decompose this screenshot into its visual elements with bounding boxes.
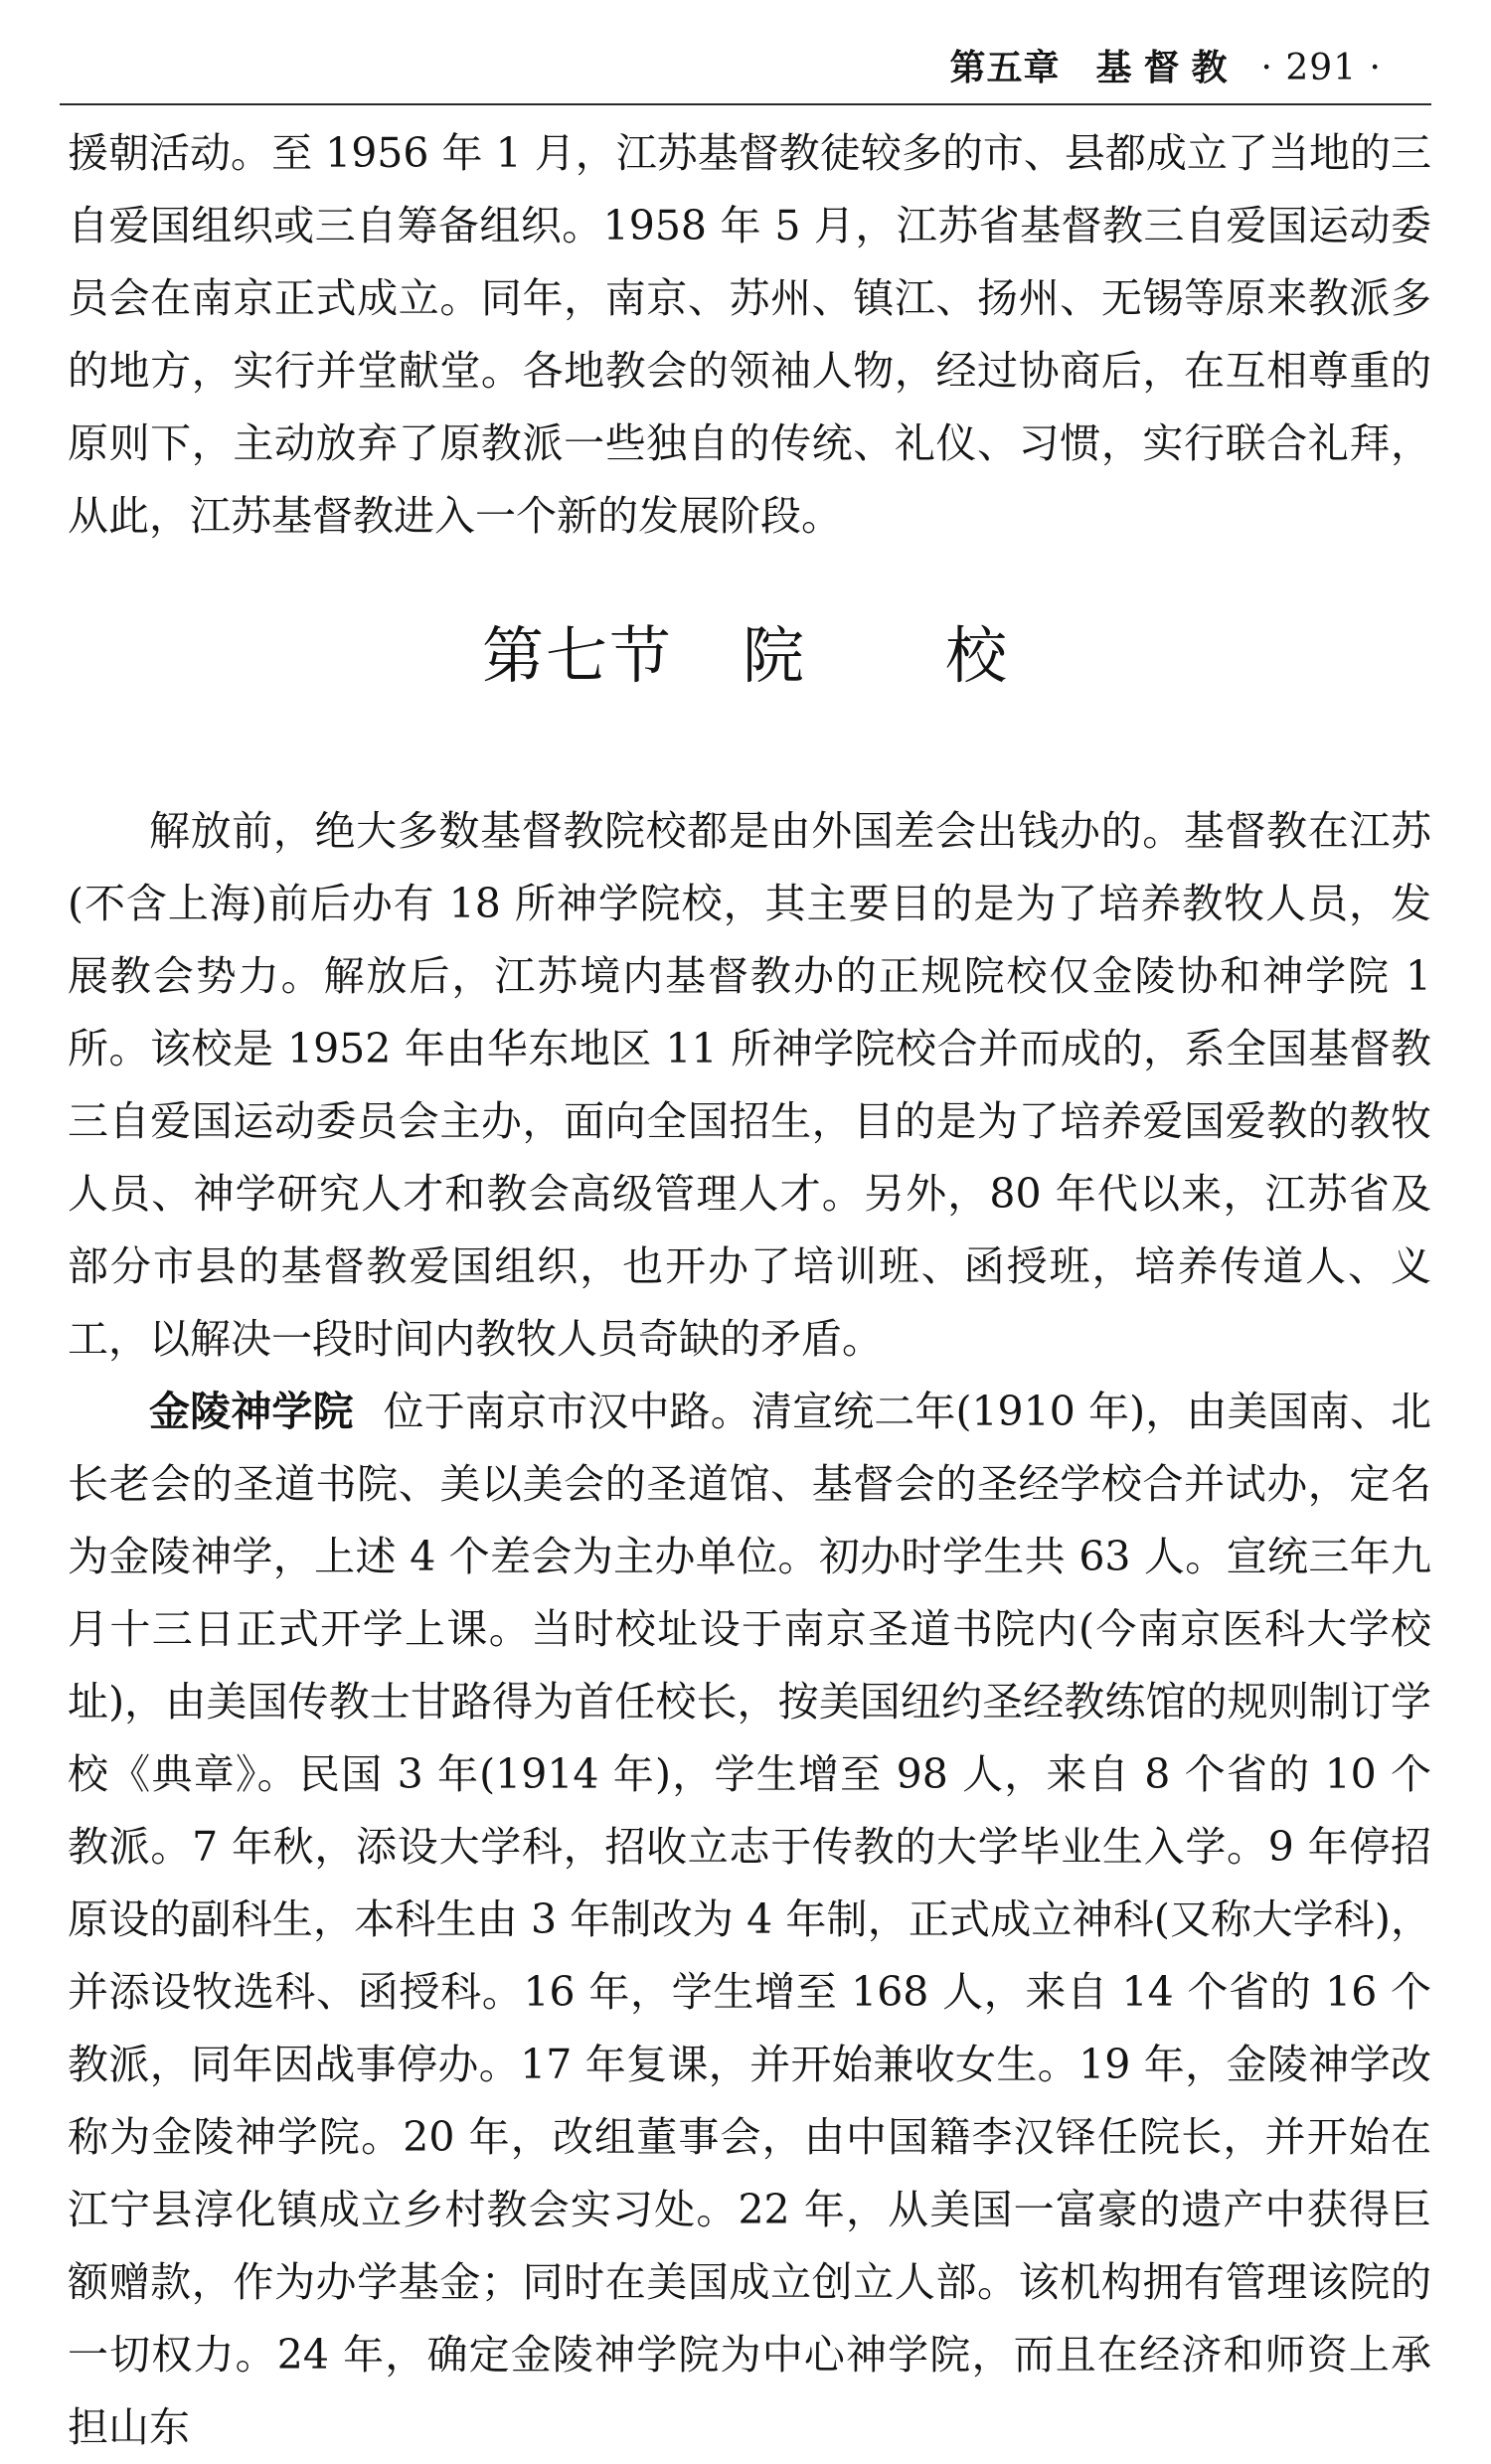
header-rule bbox=[60, 103, 1431, 105]
running-head bbox=[949, 40, 1382, 90]
section-number: 第七节 bbox=[481, 619, 673, 692]
chapter-subject: 基督教 bbox=[1095, 48, 1240, 88]
intro-paragraph: 援朝活动。至 1956 年 1 月，江苏基督教徒较多的市、县都成立了当地的三自爱国组织或三自筹备组织。1958 年 5 月，江苏省基督教三自爱国运动委员会在南京正式成立。同年，南京、苏州、镇江、扬州、无锡等原来教派多的地方，实行并堂献堂。各地教会的领袖人物，经过协商后，在互相尊重的原则下，主动放弃了原教派一些独自的传统、礼仪、习惯，实行联合礼拜，从此，江苏基督教进入一个新的发展阶段。 bbox=[68, 129, 1431, 540]
section-heading bbox=[0, 616, 1491, 696]
section-paragraph: 解放前，绝大多数基督教院校都是由外国差会出钱办的。基督教在江苏(不含上海)前后办有 18 所神学院校，其主要目的是为了培养教牧人员，发展教会势力。解放后，江苏境内基督教办的正规院校仅金陵协和神学院 1 所。该校是 1952 年由华东地区 11 所神学院校合并而成的，系全国基督教三自爱国运动委员会主办，面向全国招生，目的是为了培养爱国爱教的教牧人员、神学研究人才和教会高级管理人才。另外，80 年代以来，江苏省及部分市县的基督教爱国组织，也开办了培训班、函授班，培养传道人、义工，以解决一段时间内教牧人员奇缺的矛盾。 bbox=[68, 807, 1431, 1363]
section-block bbox=[68, 795, 1431, 2464]
section-title-first: 院 bbox=[742, 619, 806, 692]
page-number: · 291 · bbox=[1260, 48, 1382, 88]
section-title-second: 校 bbox=[945, 619, 1010, 692]
chapter-label: 第五章 bbox=[949, 48, 1061, 88]
entry-text: 位于南京市汉中路。清宣统二年(1910 年)，由美国南、北长老会的圣道书院、美以美会的圣道馆、基督会的圣经学校合并试办，定名为金陵神学，上述 4 个差会为主办单位。初办时学生共 63 人。宣统三年九月十三日正式开学上课。当时校址设于南京圣道书院内(今南京医科大学校址)，由美国传教士甘路得为首任校长，按美国纽约圣经教练馆的规则制订学校《典章》。民国 3 年(1914 年)，学生增至 98 人，来自 8 个省的 10 个教派。7 年秋，添设大学科，招收立志于传教的大学毕业生入学。9 年停招原设的副科生，本科生由 3 年制改为 4 年制，正式成立神科(又称大学科)，并添设牧选科、函授科。16 年，学生增至 168 人，来自 14 个省的 16 个教派，同年因战事停办。17 年复课，并开始兼收女生。19 年，金陵神学改称为金陵神学院。20 年，改组董事会，由中国籍李汉铎任院长，并开始在江宁县淳化镇成立乡村教会实习处。22 年，从美国一富豪的遗产中获得巨额赠款，作为办学基金；同时在美国成立创立人部。该机构拥有管理该院的一切权力。24 年，确定金陵神学院为中心神学院，而且在经济和师资上承担山东 bbox=[68, 1388, 1431, 2451]
entry-paragraph bbox=[68, 1376, 1431, 2464]
intro-block bbox=[68, 117, 1431, 553]
entry-title: 金陵神学院 bbox=[149, 1388, 354, 1435]
